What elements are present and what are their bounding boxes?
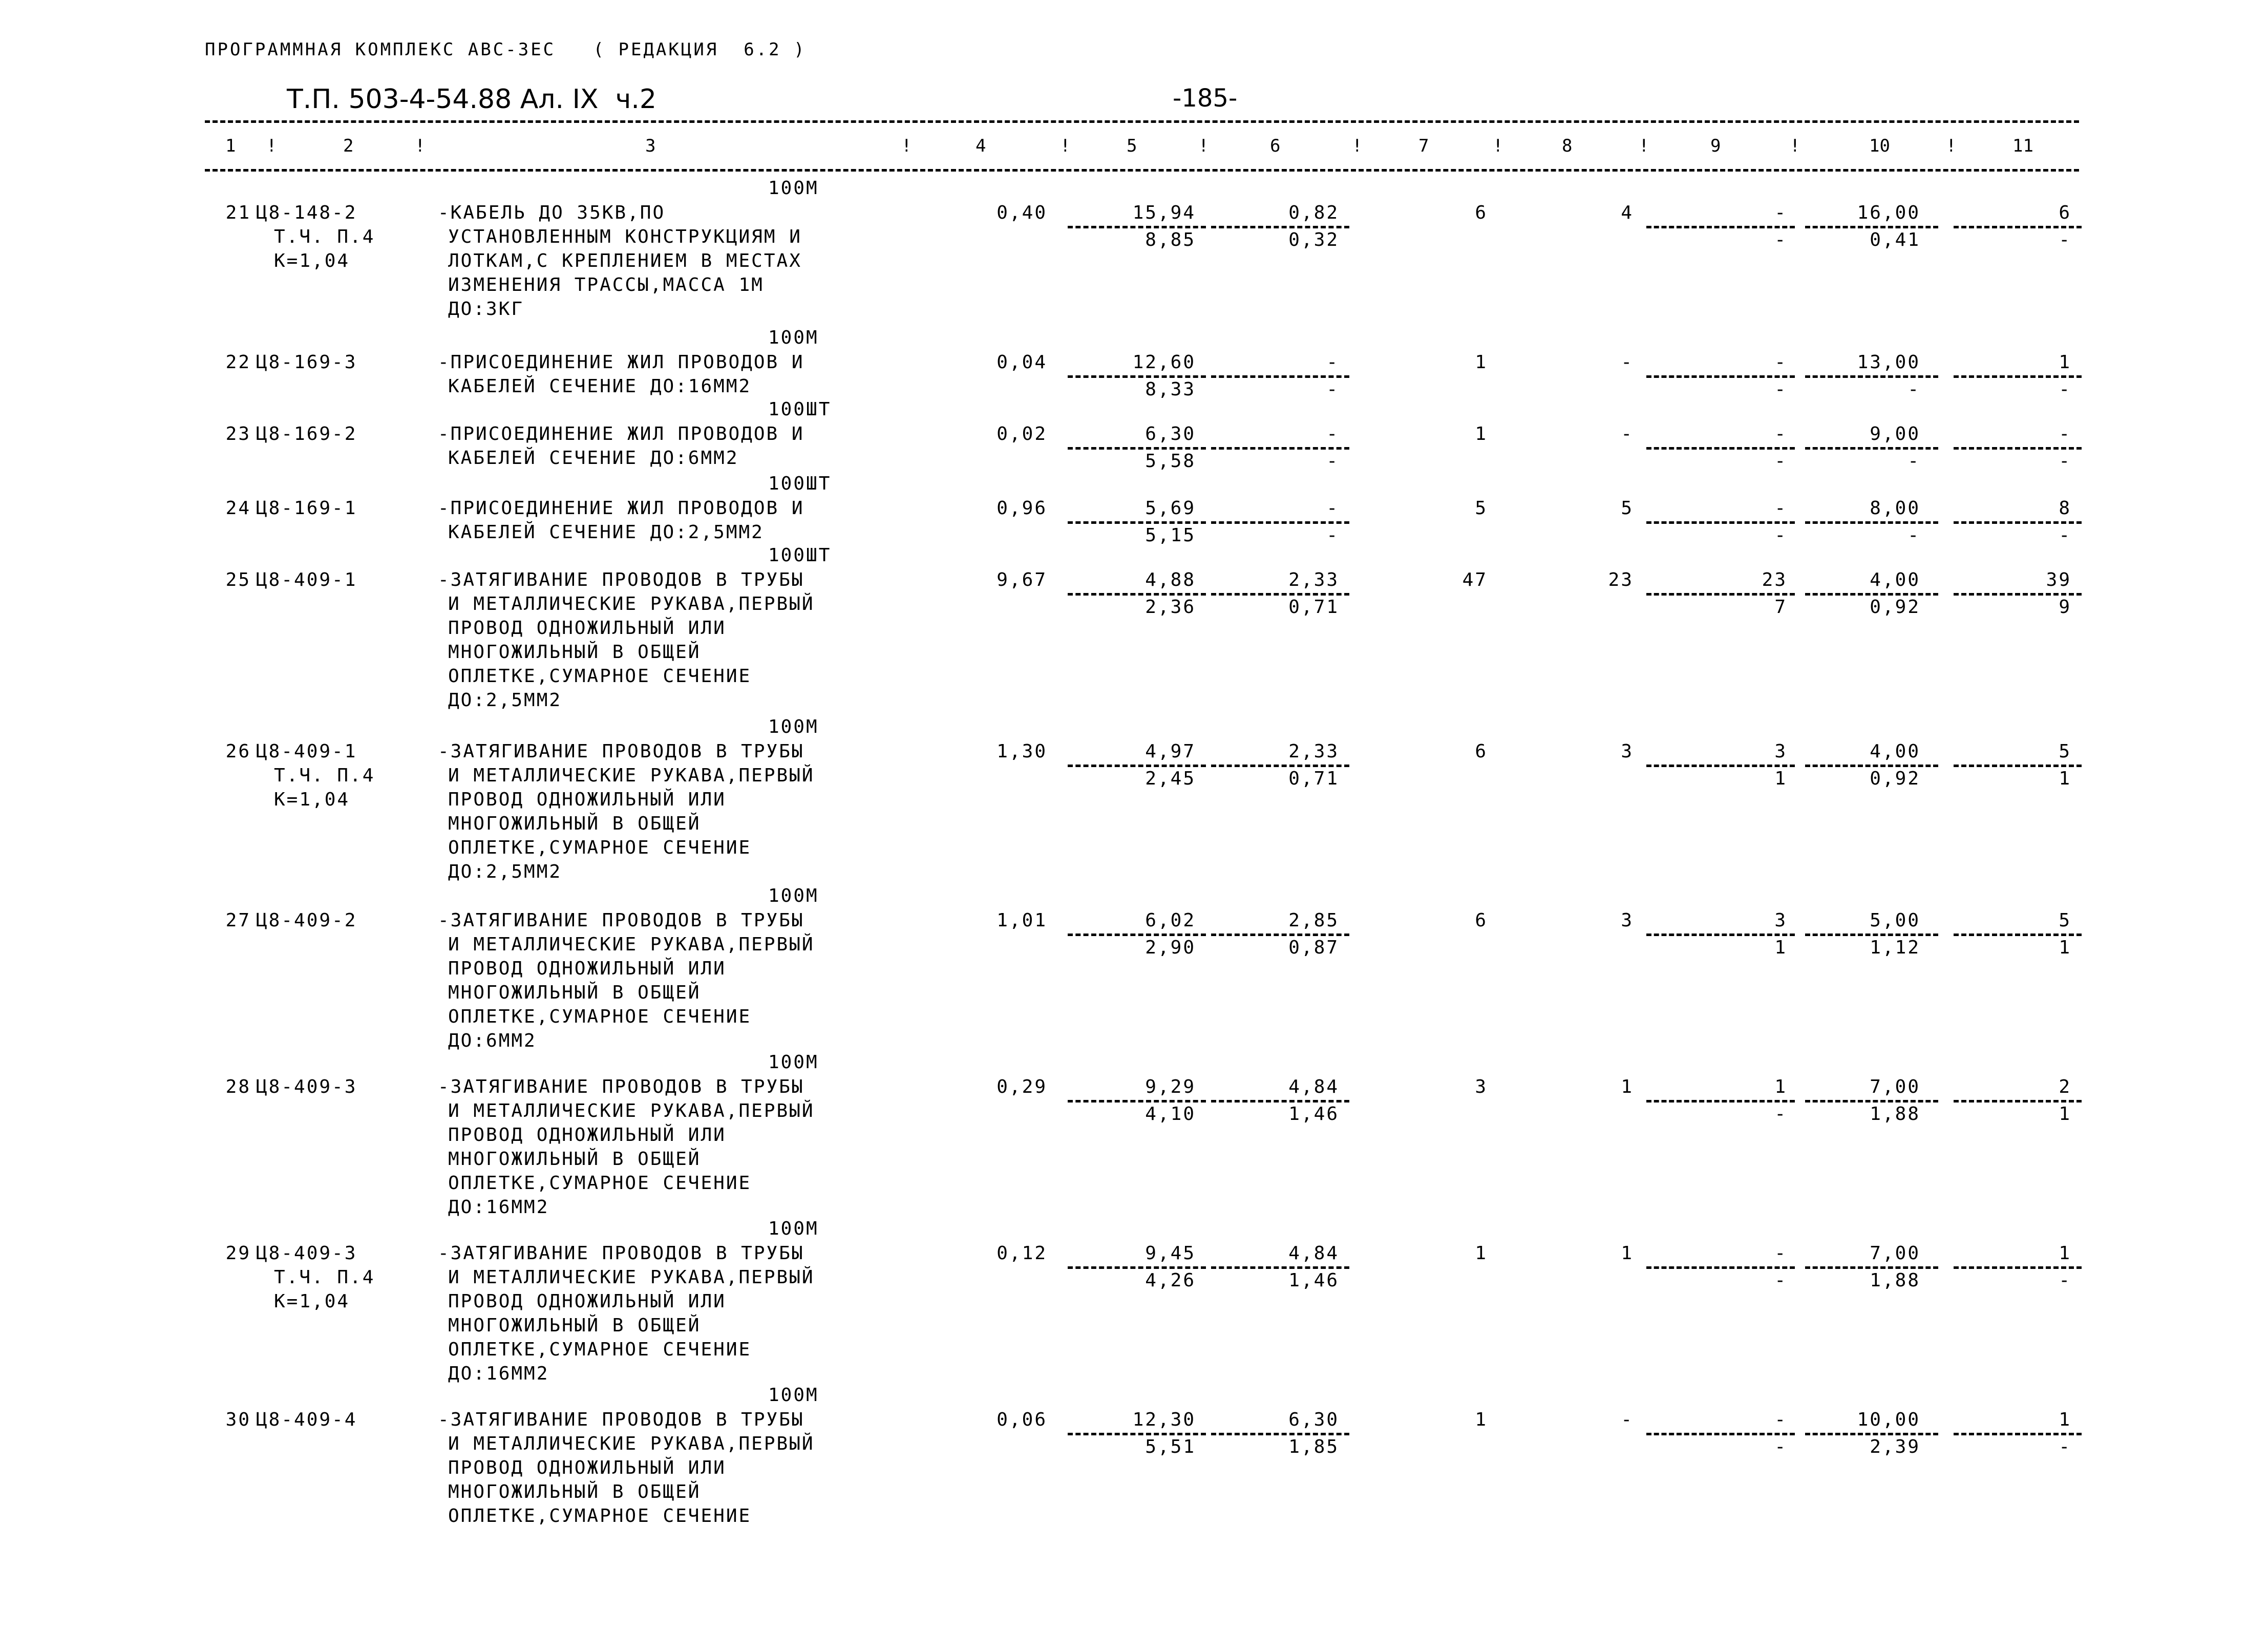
machinist-labor-per-unit: 0,92 [1870,597,1920,618]
unit-of-measure: 100М [768,1218,819,1239]
rate-note: Т.Ч. П.4 [274,1267,375,1288]
rate-code: Ц8-409-4 [256,1409,357,1430]
work-description-line: КАБЕЛЕЙ СЕЧЕНИЕ ДО:6ММ2 [448,448,739,469]
total-machinist-wage: 1 [1774,937,1787,958]
fraction-rule [1805,765,1938,767]
row-number: 28 [225,1076,251,1097]
fraction-rule [1211,765,1349,767]
labor-total: 2 [2059,1076,2071,1097]
unit-cost-machines: 2,33 [1288,741,1339,762]
work-description-line: И МЕТАЛЛИЧЕСКИЕ РУКАВА,ПЕРВЫЙ [448,1267,815,1288]
unit-cost-machines: 0,82 [1288,202,1339,223]
unit-cost-machines: 4,84 [1288,1076,1339,1097]
total-machinist-wage: - [1774,1270,1787,1291]
machinist-labor-total: 1 [2059,1104,2071,1125]
rate-code: Ц8-169-3 [256,352,357,373]
work-description-line: МНОГОЖИЛЬНЫЙ В ОБЩЕЙ [448,982,701,1003]
work-description-line: -ЗАТЯГИВАНИЕ ПРОВОДОВ В ТРУБЫ [438,910,804,931]
fraction-rule [1954,1433,2082,1435]
fraction-rule [1068,375,1206,378]
labor-total: 1 [2059,1409,2071,1430]
machinist-labor-per-unit: 1,88 [1870,1104,1920,1125]
machinist-labor-total: - [2059,229,2071,250]
work-description-line: МНОГОЖИЛЬНЫЙ В ОБЩЕЙ [448,642,701,663]
labor-per-unit: 9,00 [1870,423,1920,444]
work-description-line: ДО:6ММ2 [448,1030,537,1051]
unit-machinist-wage: 0,32 [1288,229,1339,250]
column-number-8: 8 [1562,136,1573,156]
quantity: 1,01 [997,910,1047,931]
quantity: 0,40 [997,202,1047,223]
work-description-line: МНОГОЖИЛЬНЫЙ В ОБЩЕЙ [448,1481,701,1502]
fraction-rule [1068,593,1206,596]
work-description-line: ДО:3КГ [448,299,524,320]
fraction-rule [1954,934,2082,936]
work-description-line: И МЕТАЛЛИЧЕСКИЕ РУКАВА,ПЕРВЫЙ [448,593,815,614]
total-machinist-wage: - [1774,379,1787,400]
table-top-rule [205,120,2079,123]
unit-cost-machines: 6,30 [1288,1409,1339,1430]
rate-code: Ц8-409-2 [256,910,357,931]
total-cost: 1 [1475,352,1488,373]
row-number: 29 [225,1243,251,1264]
work-description-line: И МЕТАЛЛИЧЕСКИЕ РУКАВА,ПЕРВЫЙ [448,934,815,955]
unit-wage-cost: 5,15 [1145,525,1196,546]
column-separator: ! [1352,136,1363,156]
labor-total: - [2059,423,2071,444]
fraction-rule [1068,934,1206,936]
column-separator: ! [1946,136,1957,156]
machinist-labor-per-unit: - [1907,525,1920,546]
total-cost-wages: - [1621,1409,1634,1430]
work-description-line: ЛОТКАМ,С КРЕПЛЕНИЕМ В МЕСТАХ [448,250,802,271]
machinist-labor-per-unit: 0,41 [1870,229,1920,250]
fraction-rule [1211,521,1349,524]
total-machinist-wage: - [1774,451,1787,472]
fraction-rule [1211,447,1349,450]
total-cost-wages: 4 [1621,202,1634,223]
work-description-line: ДО:16ММ2 [448,1197,549,1218]
row-number: 22 [225,352,251,373]
work-description-line: ПРОВОД ОДНОЖИЛЬНЫЙ ИЛИ [448,1125,726,1146]
column-number-5: 5 [1127,136,1137,156]
fraction-rule [1646,1266,1795,1269]
quantity: 0,02 [997,423,1047,444]
fraction-rule [1805,447,1938,450]
total-cost: 1 [1475,1243,1488,1264]
fraction-rule [1646,375,1795,378]
rate-code: Ц8-169-2 [256,423,357,444]
labor-total: 6 [2059,202,2071,223]
program-title: ПРОГРАММНАЯ КОМПЛЕКС АВС-3ЕС ( РЕДАКЦИЯ 6.2 ) [205,39,807,60]
fraction-rule [1211,593,1349,596]
total-machinist-wage: - [1774,1436,1787,1457]
column-number-4: 4 [976,136,986,156]
column-number-7: 7 [1418,136,1429,156]
work-description-line: И МЕТАЛЛИЧЕСКИЕ РУКАВА,ПЕРВЫЙ [448,1100,815,1121]
work-description-line: ОПЛЕТКЕ,СУМАРНОЕ СЕЧЕНИЕ [448,1173,752,1194]
total-cost-wages: - [1621,423,1634,444]
total-cost: 6 [1475,910,1488,931]
unit-machinist-wage: 0,71 [1288,597,1339,618]
total-cost-machines: - [1774,498,1787,519]
labor-per-unit: 7,00 [1870,1243,1920,1264]
unit-of-measure: 100М [768,1052,819,1073]
labor-per-unit: 8,00 [1870,498,1920,519]
fraction-rule [1646,1433,1795,1435]
column-separator: ! [1493,136,1503,156]
total-cost: 3 [1475,1076,1488,1097]
row-number: 27 [225,910,251,931]
unit-machinist-wage: - [1326,525,1339,546]
work-description-line: ПРОВОД ОДНОЖИЛЬНЫЙ ИЛИ [448,618,726,639]
fraction-rule [1068,447,1206,450]
column-separator: ! [1060,136,1071,156]
fraction-rule [1954,226,2082,228]
fraction-rule [1068,1433,1206,1435]
unit-cost-machines: 2,85 [1288,910,1339,931]
labor-per-unit: 4,00 [1870,569,1920,590]
rate-code: Ц8-409-1 [256,741,357,762]
labor-total: 8 [2059,498,2071,519]
total-machinist-wage: - [1774,229,1787,250]
fraction-rule [1954,593,2082,596]
machinist-labor-per-unit: - [1907,451,1920,472]
unit-of-measure: 100М [768,716,819,737]
unit-cost-machines: - [1326,352,1339,373]
fraction-rule [1646,1100,1795,1102]
unit-cost-total: 5,69 [1145,498,1196,519]
fraction-rule [1211,1433,1349,1435]
machinist-labor-total: 1 [2059,768,2071,789]
total-cost-machines: - [1774,352,1787,373]
total-cost-machines: - [1774,1243,1787,1264]
row-number: 30 [225,1409,251,1430]
unit-wage-cost: 2,36 [1145,597,1196,618]
machinist-labor-total: 9 [2059,597,2071,618]
column-number-1: 1 [225,136,236,156]
machinist-labor-total: - [2059,1436,2071,1457]
unit-wage-cost: 2,45 [1145,768,1196,789]
total-cost: 47 [1462,569,1488,590]
unit-cost-total: 15,94 [1132,202,1196,223]
total-cost-machines: 23 [1762,569,1787,590]
fraction-rule [1646,226,1795,228]
rate-code: Ц8-409-1 [256,569,357,590]
row-number: 23 [225,423,251,444]
unit-cost-total: 4,97 [1145,741,1196,762]
unit-cost-total: 12,60 [1132,352,1196,373]
fraction-rule [1646,593,1795,596]
work-description-line: ДО:2,5ММ2 [448,861,562,882]
unit-wage-cost: 2,90 [1145,937,1196,958]
column-separator: ! [1639,136,1649,156]
rate-code: Ц8-148-2 [256,202,357,223]
machinist-labor-total: 1 [2059,937,2071,958]
unit-cost-total: 9,29 [1145,1076,1196,1097]
unit-cost-total: 12,30 [1132,1409,1196,1430]
fraction-rule [1805,375,1938,378]
fraction-rule [1211,1266,1349,1269]
unit-wage-cost: 5,58 [1145,451,1196,472]
column-separator: ! [266,136,277,156]
total-cost-wages: - [1621,352,1634,373]
fraction-rule [1211,226,1349,228]
column-number-2: 2 [343,136,354,156]
column-number-10: 10 [1869,136,1890,156]
work-description-line: ИЗМЕНЕНИЯ ТРАССЫ,МАССА 1М [448,274,764,295]
unit-of-measure: 100ШТ [768,545,832,566]
fraction-rule [1646,447,1795,450]
row-number: 26 [225,741,251,762]
unit-machinist-wage: 1,46 [1288,1104,1339,1125]
column-header-rule [205,169,2079,172]
work-description-line: -ПРИСОЕДИНЕНИЕ ЖИЛ ПРОВОДОВ И [438,423,804,444]
work-description-line: КАБЕЛЕЙ СЕЧЕНИЕ ДО:16ММ2 [448,376,752,397]
row-number: 21 [225,202,251,223]
unit-cost-total: 6,30 [1145,423,1196,444]
work-description-line: ОПЛЕТКЕ,СУМАРНОЕ СЕЧЕНИЕ [448,1505,752,1526]
total-cost-machines: - [1774,423,1787,444]
work-description-line: МНОГОЖИЛЬНЫЙ В ОБЩЕЙ [448,813,701,834]
quantity: 0,12 [997,1243,1047,1264]
unit-machinist-wage: 1,46 [1288,1270,1339,1291]
quantity: 0,96 [997,498,1047,519]
machinist-labor-per-unit: 0,92 [1870,768,1920,789]
column-separator: ! [415,136,426,156]
fraction-rule [1805,934,1938,936]
fraction-rule [1211,934,1349,936]
work-description-line: -ЗАТЯГИВАНИЕ ПРОВОДОВ В ТРУБЫ [438,569,804,590]
unit-wage-cost: 5,51 [1145,1436,1196,1457]
total-cost-machines: - [1774,1409,1787,1430]
unit-wage-cost: 4,10 [1145,1104,1196,1125]
fraction-rule [1211,1100,1349,1102]
machinist-labor-per-unit: - [1907,379,1920,400]
column-separator: ! [1198,136,1209,156]
unit-cost-total: 6,02 [1145,910,1196,931]
unit-of-measure: 100ШТ [768,399,832,420]
total-cost-machines: 3 [1774,910,1787,931]
total-cost: 5 [1475,498,1488,519]
machinist-labor-total: - [2059,379,2071,400]
work-description-line: И МЕТАЛЛИЧЕСКИЕ РУКАВА,ПЕРВЫЙ [448,765,815,786]
rate-coefficient: К=1,04 [274,250,350,271]
rate-coefficient: К=1,04 [274,789,350,810]
labor-total: 1 [2059,352,2071,373]
fraction-rule [1805,521,1938,524]
fraction-rule [1805,1100,1938,1102]
fraction-rule [1954,375,2082,378]
fraction-rule [1646,765,1795,767]
fraction-rule [1954,521,2082,524]
unit-cost-machines: - [1326,423,1339,444]
work-description-line: ОПЛЕТКЕ,СУМАРНОЕ СЕЧЕНИЕ [448,1006,752,1027]
fraction-rule [1211,375,1349,378]
rate-code: Ц8-409-3 [256,1243,357,1264]
work-description-line: УСТАНОВЛЕННЫМ КОНСТРУКЦИЯМ И [448,226,802,247]
row-number: 24 [225,498,251,519]
quantity: 1,30 [997,741,1047,762]
work-description-line: -ЗАТЯГИВАНИЕ ПРОВОДОВ В ТРУБЫ [438,1076,804,1097]
total-cost-wages: 5 [1621,498,1634,519]
machinist-labor-total: - [2059,451,2071,472]
fraction-rule [1068,1266,1206,1269]
labor-per-unit: 13,00 [1857,352,1920,373]
fraction-rule [1805,593,1938,596]
work-description-line: -КАБЕЛЬ ДО 35КВ,ПО [438,202,666,223]
fraction-rule [1068,1100,1206,1102]
labor-per-unit: 10,00 [1857,1409,1920,1430]
rate-note: Т.Ч. П.4 [274,765,375,786]
labor-total: 1 [2059,1243,2071,1264]
labor-total: 5 [2059,910,2071,931]
unit-cost-total: 4,88 [1145,569,1196,590]
work-description-line: МНОГОЖИЛЬНЫЙ В ОБЩЕЙ [448,1315,701,1336]
unit-wage-cost: 8,85 [1145,229,1196,250]
total-machinist-wage: 7 [1774,597,1787,618]
work-description-line: ДО:16ММ2 [448,1363,549,1384]
unit-machinist-wage: 0,87 [1288,937,1339,958]
total-cost-wages: 1 [1621,1076,1634,1097]
fraction-rule [1805,1266,1938,1269]
work-description-line: ДО:2,5ММ2 [448,690,562,711]
row-number: 25 [225,569,251,590]
fraction-rule [1068,226,1206,228]
work-description-line: ПРОВОД ОДНОЖИЛЬНЫЙ ИЛИ [448,789,726,810]
rate-code: Ц8-169-1 [256,498,357,519]
machinist-labor-per-unit: 1,12 [1870,937,1920,958]
column-separator: ! [1790,136,1800,156]
labor-total: 5 [2059,741,2071,762]
total-cost-machines: 3 [1774,741,1787,762]
unit-machinist-wage: 0,71 [1288,768,1339,789]
unit-of-measure: 100М [768,327,819,348]
fraction-rule [1954,447,2082,450]
work-description-line: -ЗАТЯГИВАНИЕ ПРОВОДОВ В ТРУБЫ [438,741,804,762]
unit-machinist-wage: 1,85 [1288,1436,1339,1457]
fraction-rule [1068,765,1206,767]
unit-machinist-wage: - [1326,451,1339,472]
work-description-line: ПРОВОД ОДНОЖИЛЬНЫЙ ИЛИ [448,1457,726,1478]
machinist-labor-total: - [2059,525,2071,546]
labor-per-unit: 4,00 [1870,741,1920,762]
unit-wage-cost: 8,33 [1145,379,1196,400]
unit-of-measure: 100М [768,1385,819,1406]
document-reference: Т.П. 503-4-54.88 Ал. IX ч.2 [287,84,656,115]
total-cost-wages: 1 [1621,1243,1634,1264]
total-cost-wages: 3 [1621,741,1634,762]
page-number: -185- [1173,84,1238,113]
total-cost-wages: 23 [1608,569,1634,590]
work-description-line: -ПРИСОЕДИНЕНИЕ ЖИЛ ПРОВОДОВ И [438,352,804,373]
total-cost: 6 [1475,202,1488,223]
work-description-line: МНОГОЖИЛЬНЫЙ В ОБЩЕЙ [448,1149,701,1170]
fraction-rule [1954,1100,2082,1102]
work-description-line: -ЗАТЯГИВАНИЕ ПРОВОДОВ В ТРУБЫ [438,1409,804,1430]
work-description-line: ПРОВОД ОДНОЖИЛЬНЫЙ ИЛИ [448,958,726,979]
rate-coefficient: К=1,04 [274,1291,350,1312]
rate-note: Т.Ч. П.4 [274,226,375,247]
total-cost: 1 [1475,1409,1488,1430]
unit-wage-cost: 4,26 [1145,1270,1196,1291]
quantity: 9,67 [997,569,1047,590]
total-machinist-wage: 1 [1774,768,1787,789]
fraction-rule [1805,1433,1938,1435]
unit-of-measure: 100ШТ [768,473,832,494]
work-description-line: И МЕТАЛЛИЧЕСКИЕ РУКАВА,ПЕРВЫЙ [448,1433,815,1454]
quantity: 0,29 [997,1076,1047,1097]
rate-code: Ц8-409-3 [256,1076,357,1097]
fraction-rule [1805,226,1938,228]
column-number-9: 9 [1710,136,1721,156]
unit-of-measure: 100М [768,885,819,906]
work-description-line: ОПЛЕТКЕ,СУМАРНОЕ СЕЧЕНИЕ [448,1339,752,1360]
machinist-labor-total: - [2059,1270,2071,1291]
unit-cost-total: 9,45 [1145,1243,1196,1264]
machinist-labor-per-unit: 2,39 [1870,1436,1920,1457]
work-description-line: ОПЛЕТКЕ,СУМАРНОЕ СЕЧЕНИЕ [448,666,752,687]
work-description-line: КАБЕЛЕЙ СЕЧЕНИЕ ДО:2,5ММ2 [448,522,764,543]
unit-of-measure: 100М [768,178,819,199]
column-number-6: 6 [1270,136,1281,156]
work-description-line: -ПРИСОЕДИНЕНИЕ ЖИЛ ПРОВОДОВ И [438,498,804,519]
labor-per-unit: 7,00 [1870,1076,1920,1097]
total-cost-wages: 3 [1621,910,1634,931]
machinist-labor-per-unit: 1,88 [1870,1270,1920,1291]
total-cost: 1 [1475,423,1488,444]
quantity: 0,06 [997,1409,1047,1430]
unit-cost-machines: - [1326,498,1339,519]
fraction-rule [1646,521,1795,524]
unit-machinist-wage: - [1326,379,1339,400]
unit-cost-machines: 2,33 [1288,569,1339,590]
work-description-line: ОПЛЕТКЕ,СУМАРНОЕ СЕЧЕНИЕ [448,837,752,858]
fraction-rule [1068,521,1206,524]
total-machinist-wage: - [1774,1104,1787,1125]
fraction-rule [1646,934,1795,936]
labor-per-unit: 5,00 [1870,910,1920,931]
column-number-11: 11 [2012,136,2033,156]
quantity: 0,04 [997,352,1047,373]
unit-cost-machines: 4,84 [1288,1243,1339,1264]
column-number-3: 3 [645,136,656,156]
column-separator: ! [901,136,912,156]
total-cost-machines: 1 [1774,1076,1787,1097]
labor-total: 39 [2046,569,2071,590]
work-description-line: ПРОВОД ОДНОЖИЛЬНЫЙ ИЛИ [448,1291,726,1312]
labor-per-unit: 16,00 [1857,202,1920,223]
total-machinist-wage: - [1774,525,1787,546]
total-cost-machines: - [1774,202,1787,223]
work-description-line: -ЗАТЯГИВАНИЕ ПРОВОДОВ В ТРУБЫ [438,1243,804,1264]
fraction-rule [1954,1266,2082,1269]
fraction-rule [1954,765,2082,767]
total-cost: 6 [1475,741,1488,762]
